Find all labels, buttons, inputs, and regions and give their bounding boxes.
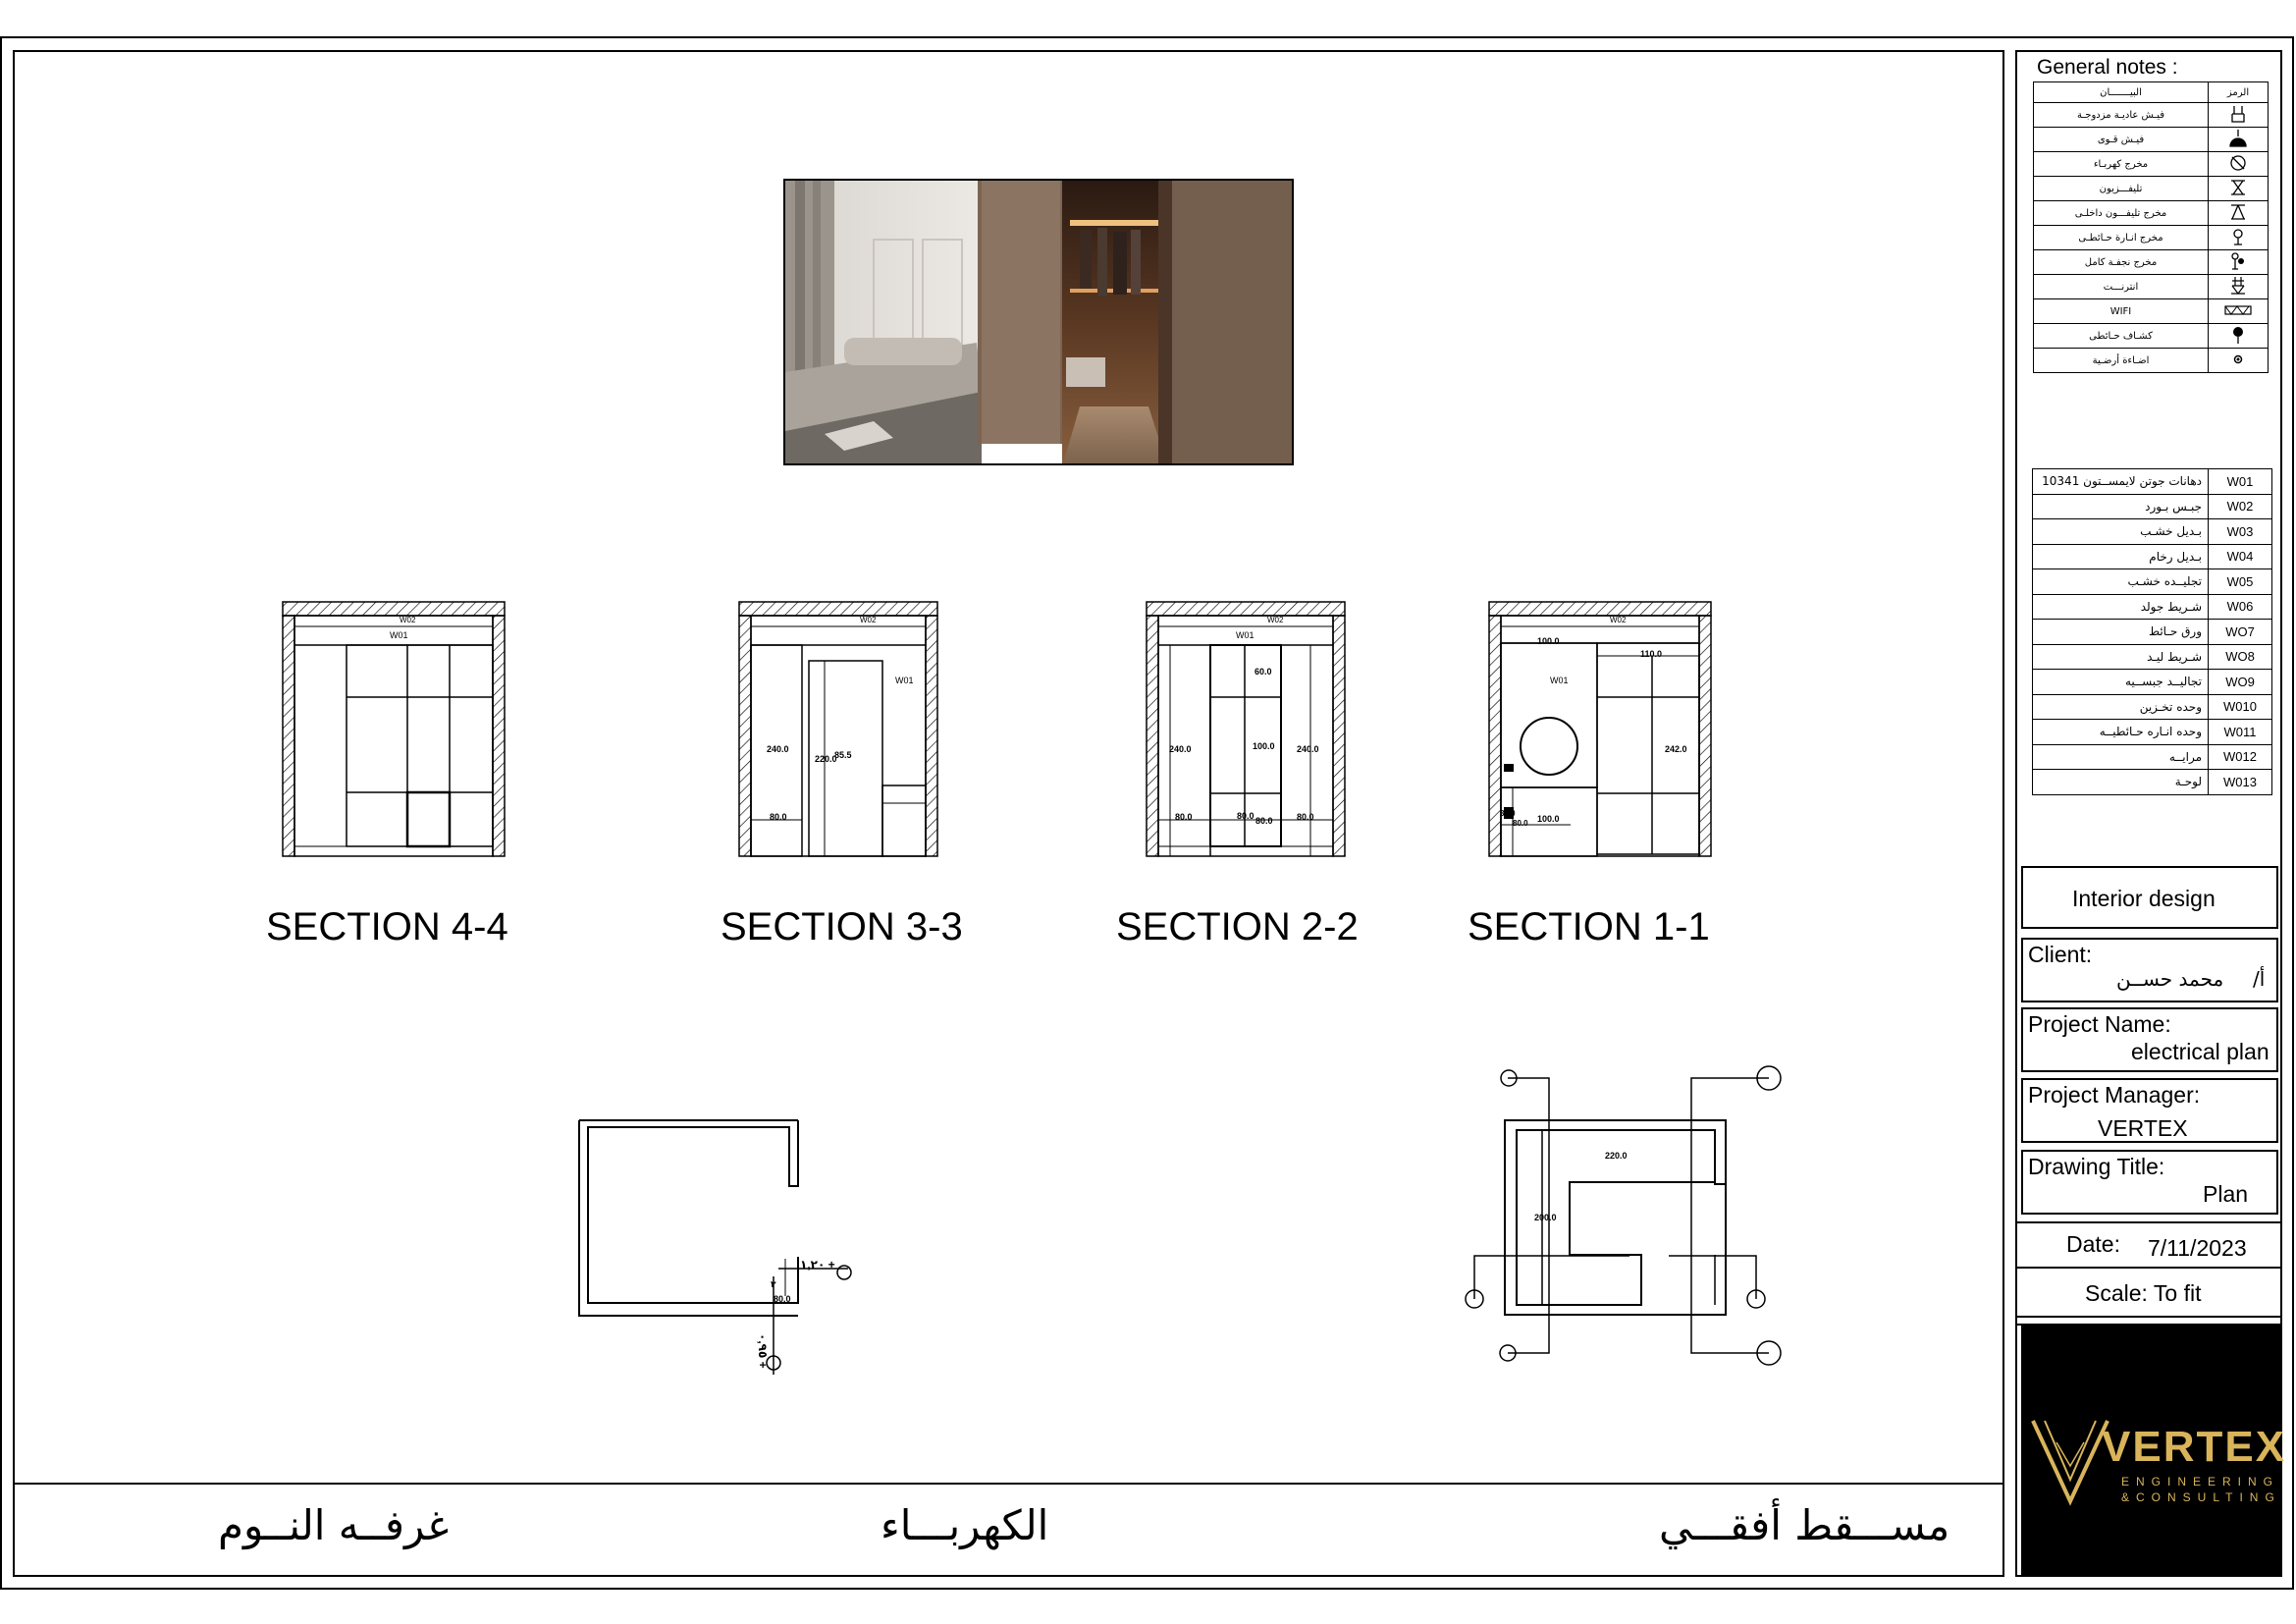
note-desc: انترنـــت xyxy=(2034,275,2209,299)
project-manager-value: VERTEX xyxy=(2098,1115,2188,1141)
section-4-4-tag-w01: W01 xyxy=(390,630,408,640)
material-row: لوحـة W013 xyxy=(2033,770,2272,795)
phone-outlet-icon xyxy=(2209,201,2269,226)
material-row: وحده انـاره حـائطيــه W011 xyxy=(2033,720,2272,745)
section-4-4-tag-w02: W02 xyxy=(400,616,416,624)
electric-outlet-icon xyxy=(2209,152,2269,177)
scale-value: Scale: To fit xyxy=(2085,1280,2202,1306)
client-box xyxy=(2021,938,2278,1002)
material-row: شـريط جولد W06 xyxy=(2033,594,2272,620)
section-1-1-tag-w01: W01 xyxy=(1550,676,1569,685)
discipline-value: Interior design xyxy=(2072,886,2216,911)
section-2-2-tag-w01: W01 xyxy=(1236,630,1255,640)
general-notes-title: General notes : xyxy=(2037,56,2178,79)
section-3-3-tag-w01: W01 xyxy=(895,676,914,685)
section-2-2-dim: 80.0 xyxy=(1297,812,1314,822)
section-1-1-tag-w02: W02 xyxy=(1610,616,1627,624)
material-row: بـديل خشـب W03 xyxy=(2033,519,2272,545)
logo-subtitle-1: ENGINEERING xyxy=(2121,1475,2280,1489)
section-1-1-dim: 100.0 xyxy=(1537,636,1560,646)
plan-left-level-label: ١,٢٠ + xyxy=(800,1258,835,1272)
floor-light-icon xyxy=(2209,349,2269,373)
section-2-2-dim: 80.0 xyxy=(1237,811,1255,821)
wifi-icon xyxy=(2209,299,2269,324)
section-2-2-dim: 80.0 xyxy=(1255,816,1273,826)
section-1-1-title: SECTION 1-1 xyxy=(1468,905,1710,948)
client-label: Client: xyxy=(2028,942,2093,967)
section-2-2-dim: 80.0 xyxy=(1175,812,1193,822)
power-socket-icon xyxy=(2209,128,2269,152)
project-name-box xyxy=(2021,1007,2278,1072)
note-desc: مخرج نجفـة كامل xyxy=(2034,250,2209,275)
project-manager-box xyxy=(2021,1078,2278,1143)
note-desc: فيـش عاديـة مزدوجـة xyxy=(2034,103,2209,128)
materials-table xyxy=(2032,468,2272,795)
note-desc: كشـاف حـائطى xyxy=(2034,324,2209,349)
material-row: تجليــده خشـب W05 xyxy=(2033,569,2272,595)
client-prefix: أ/ xyxy=(2253,967,2266,991)
chandelier-icon xyxy=(2209,250,2269,275)
material-row: بـديل رخام W04 xyxy=(2033,544,2272,569)
date-value: 7/11/2023 xyxy=(2148,1235,2247,1261)
plan-left-dim: ٣ xyxy=(771,1279,776,1289)
note-desc: فيـش قـوى xyxy=(2034,128,2209,152)
note-desc: اضـاءة أرضـية xyxy=(2034,349,2209,373)
material-row: وحده تخـزين W010 xyxy=(2033,694,2272,720)
drawing-title-box xyxy=(2021,1150,2278,1215)
section-3-3-dim: 80.0 xyxy=(770,812,787,822)
material-row: جبـس بـورد W02 xyxy=(2033,494,2272,519)
section-2-2-tag-w02: W02 xyxy=(1267,616,1284,624)
section-1-1-dim: 80.0 xyxy=(1513,819,1528,828)
socket-double-icon xyxy=(2209,103,2269,128)
plan-left-dim: 80.0 xyxy=(774,1294,791,1304)
floor-plan-right xyxy=(1466,1066,1781,1365)
section-2-2-title: SECTION 2-2 xyxy=(1116,905,1359,948)
date-row xyxy=(2016,1221,2281,1269)
tv-outlet-icon xyxy=(2209,177,2269,201)
logo-name: VERTEX xyxy=(2102,1423,2287,1471)
section-3-3-dim: 220.0 xyxy=(815,754,837,764)
section-3-3-title: SECTION 3-3 xyxy=(721,905,963,948)
note-desc: WIFI xyxy=(2034,299,2209,324)
project-name-value: electrical plan xyxy=(2131,1039,2269,1064)
section-2-2-dim: 60.0 xyxy=(1255,667,1272,677)
plan-left-level-label: ٠,٩٥ + xyxy=(756,1333,770,1369)
discipline-box xyxy=(2021,866,2278,929)
scale-row xyxy=(2016,1269,2281,1318)
internet-outlet-icon xyxy=(2209,275,2269,299)
drawing-title-value: Plan xyxy=(2203,1181,2249,1207)
general-notes-table xyxy=(2033,81,2269,373)
plan-right-dim: 220.0 xyxy=(1605,1151,1628,1161)
notes-header-desc: البيـــــــان xyxy=(2034,82,2209,103)
section-3-3-dim: 240.0 xyxy=(767,744,789,754)
footer-discipline-name: الكهربـــاء xyxy=(881,1501,1049,1549)
footer-view-name: مســـقط أفقـــي xyxy=(1659,1501,1950,1549)
note-desc: مخرج كهربـاء xyxy=(2034,152,2209,177)
wall-light-icon xyxy=(2209,226,2269,250)
notes-header-symbol: الرمز xyxy=(2209,82,2269,103)
material-row: ورق حـائط WO7 xyxy=(2033,620,2272,645)
material-row: شـريط ليـد WO8 xyxy=(2033,644,2272,670)
section-1-1-dim: 35.0 xyxy=(1500,809,1516,818)
section-3-3-dim: 85.5 xyxy=(834,750,852,760)
plan-right-dim: 200.0 xyxy=(1534,1213,1557,1222)
material-row: دهانات جوتن لايمســتون 10341 W01 xyxy=(2033,469,2272,495)
section-2-2-dim: 100.0 xyxy=(1253,741,1275,751)
floor-plan-left xyxy=(579,1120,851,1375)
client-name: محمد حســن xyxy=(2116,967,2224,991)
drawing-title-label: Drawing Title: xyxy=(2028,1154,2165,1179)
date-label: Date: xyxy=(2066,1231,2120,1257)
section-1-1-dim: 242.0 xyxy=(1665,744,1687,754)
section-1-1-dim: 110.0 xyxy=(1640,649,1663,659)
wall-spotlight-icon xyxy=(2209,324,2269,349)
section-2-2-dim: 240.0 xyxy=(1169,744,1192,754)
logo-subtitle-2: &CONSULTING xyxy=(2121,1490,2281,1504)
material-row: تجاليــد جبســيه WO9 xyxy=(2033,670,2272,695)
material-row: مرايــه W012 xyxy=(2033,744,2272,770)
vertex-logo xyxy=(2021,1325,2287,1576)
section-3-3-tag-w02: W02 xyxy=(860,616,877,624)
project-manager-label: Project Manager: xyxy=(2028,1082,2201,1108)
note-desc: مخرج انـارة حـائطـى xyxy=(2034,226,2209,250)
note-desc: مخرج تليفـــون داخلـى xyxy=(2034,201,2209,226)
footer-room-name: غرفــه النــوم xyxy=(218,1501,450,1549)
section-1-1-dim: 100.0 xyxy=(1537,814,1560,824)
project-name-label: Project Name: xyxy=(2028,1011,2171,1037)
note-desc: تليفـــزيون xyxy=(2034,177,2209,201)
section-4-4-title: SECTION 4-4 xyxy=(266,905,508,948)
section-2-2-dim: 240.0 xyxy=(1297,744,1319,754)
